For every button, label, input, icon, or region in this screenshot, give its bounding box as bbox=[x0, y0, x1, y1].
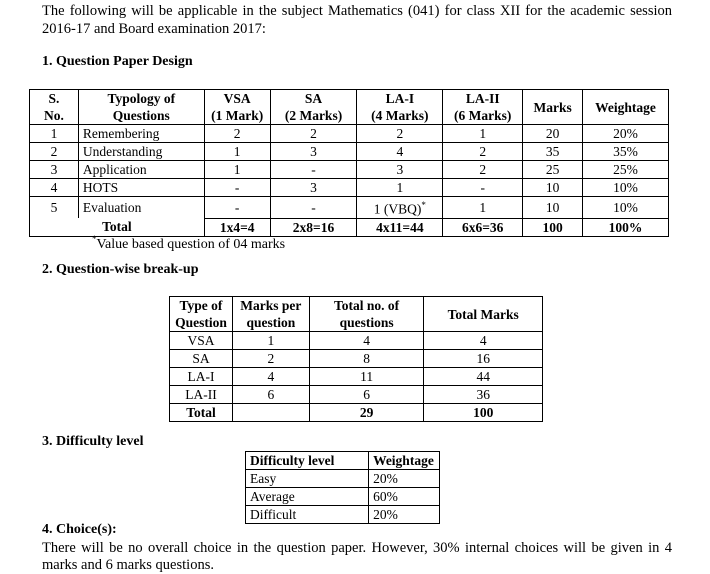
cell-sno: 4 bbox=[30, 179, 79, 197]
cell-la1: 2 bbox=[357, 125, 443, 143]
cell-la1: 3 bbox=[357, 161, 443, 179]
section-heading-difficulty: 3. Difficulty level bbox=[42, 434, 144, 449]
header-total-questions: Total no. of questions bbox=[309, 297, 424, 332]
cell-weightage: 20% bbox=[369, 506, 440, 524]
cell-total-questions: 11 bbox=[309, 368, 424, 386]
cell-marks-per-question: 1 bbox=[232, 332, 309, 350]
total-label: Total bbox=[170, 404, 233, 422]
total-la1: 4x11=44 bbox=[357, 218, 443, 236]
cell-marks: 10 bbox=[523, 179, 583, 197]
header-sa: SA (2 Marks) bbox=[270, 90, 357, 125]
cell-vsa: 1 bbox=[204, 143, 270, 161]
difficulty-header-row bbox=[246, 452, 440, 470]
total-sa: 2x8=16 bbox=[270, 218, 357, 236]
table-row bbox=[30, 125, 669, 143]
cell-sa: 3 bbox=[270, 179, 357, 197]
cell-marks: 20 bbox=[523, 125, 583, 143]
cell-marks-per-question: 2 bbox=[232, 350, 309, 368]
cell-la2: 1 bbox=[443, 197, 523, 219]
cell-sno: 3 bbox=[30, 161, 79, 179]
cell-sno: 5 bbox=[30, 197, 79, 219]
cell-total-marks: 36 bbox=[424, 386, 543, 404]
cell-la2: 2 bbox=[443, 161, 523, 179]
header-total-marks: Total Marks bbox=[424, 297, 543, 332]
cell-total-questions: 8 bbox=[309, 350, 424, 368]
cell-vsa: - bbox=[204, 197, 270, 219]
section-heading-choice: 4. Choice(s): bbox=[42, 522, 117, 537]
footnote-text: Value based question of 04 marks bbox=[96, 237, 286, 252]
cell-level: Average bbox=[246, 488, 369, 506]
cell-type: SA bbox=[170, 350, 233, 368]
table-row bbox=[170, 368, 543, 386]
total-row bbox=[170, 404, 543, 422]
cell-weightage: 35% bbox=[583, 143, 669, 161]
cell-total-marks: 44 bbox=[424, 368, 543, 386]
cell-vsa: 2 bbox=[204, 125, 270, 143]
header-typology: Typology of Questions bbox=[78, 90, 204, 125]
table-row bbox=[246, 506, 440, 524]
header-difficulty-level: Difficulty level bbox=[246, 452, 369, 470]
table-row bbox=[30, 197, 669, 219]
difficulty-table bbox=[245, 451, 440, 524]
table-row bbox=[170, 332, 543, 350]
breakup-header-row bbox=[170, 297, 543, 332]
header-la1: LA-I (4 Marks) bbox=[357, 90, 443, 125]
cell-la1: 1 bbox=[357, 179, 443, 197]
cell-sno: 2 bbox=[30, 143, 79, 161]
cell-total-marks: 16 bbox=[424, 350, 543, 368]
header-sno: S. No. bbox=[30, 90, 79, 125]
table-row bbox=[246, 488, 440, 506]
cell-marks: 10 bbox=[523, 197, 583, 219]
cell-sa: - bbox=[270, 161, 357, 179]
cell-total-marks: 4 bbox=[424, 332, 543, 350]
total-vsa: 1x4=4 bbox=[204, 218, 270, 236]
cell-marks-per-question: 6 bbox=[232, 386, 309, 404]
header-marks: Marks bbox=[523, 90, 583, 125]
cell-sa: 3 bbox=[270, 143, 357, 161]
cell-weightage: 10% bbox=[583, 179, 669, 197]
cell-sa: - bbox=[270, 197, 357, 219]
total-marks-per-question bbox=[232, 404, 309, 422]
cell-weightage: 20% bbox=[583, 125, 669, 143]
cell-vsa: - bbox=[204, 179, 270, 197]
cell-typology: HOTS bbox=[78, 179, 204, 197]
choice-paragraph: There will be no overall choice in the question paper. However, 30% internal choices will be given in 4 marks and 6 marks questions. bbox=[42, 540, 672, 573]
cell-la2: - bbox=[443, 179, 523, 197]
header-marks-per-question: Marks per question bbox=[232, 297, 309, 332]
cell-la2: 2 bbox=[443, 143, 523, 161]
total-weightage: 100% bbox=[583, 218, 669, 236]
cell-sa: 2 bbox=[270, 125, 357, 143]
cell-la1: 1 (VBQ)* bbox=[357, 197, 443, 219]
header-weightage: Weightage bbox=[369, 452, 440, 470]
cell-weightage: 60% bbox=[369, 488, 440, 506]
footnote bbox=[92, 234, 285, 253]
table-row bbox=[170, 386, 543, 404]
cell-weightage: 20% bbox=[369, 470, 440, 488]
question-paper-design-table bbox=[29, 89, 669, 237]
question-breakup-table bbox=[169, 296, 543, 422]
table-row bbox=[170, 350, 543, 368]
cell-marks: 35 bbox=[523, 143, 583, 161]
footnote-mark: * bbox=[92, 234, 97, 244]
cell-vsa: 1 bbox=[204, 161, 270, 179]
cell-type: LA-I bbox=[170, 368, 233, 386]
header-type: Type of Question bbox=[170, 297, 233, 332]
cell-total-questions: 6 bbox=[309, 386, 424, 404]
cell-la2: 1 bbox=[443, 125, 523, 143]
cell-typology: Evaluation bbox=[78, 197, 204, 219]
header-vsa: VSA (1 Mark) bbox=[204, 90, 270, 125]
intro-paragraph: The following will be applicable in the subject Mathematics (041) for class XII for the academic session 2016-17 and Board examination 2017: bbox=[42, 3, 672, 37]
cell-level: Easy bbox=[246, 470, 369, 488]
total-label: Total bbox=[30, 218, 205, 236]
cell-weightage: 25% bbox=[583, 161, 669, 179]
total-la2: 6x6=36 bbox=[443, 218, 523, 236]
cell-type: LA-II bbox=[170, 386, 233, 404]
section-heading-breakup: 2. Question-wise break-up bbox=[42, 262, 199, 277]
cell-typology: Application bbox=[78, 161, 204, 179]
header-weightage: Weightage bbox=[583, 90, 669, 125]
header-la2: LA-II (6 Marks) bbox=[443, 90, 523, 125]
design-header-row bbox=[30, 90, 669, 125]
cell-typology: Understanding bbox=[78, 143, 204, 161]
cell-sno: 1 bbox=[30, 125, 79, 143]
table-row bbox=[30, 161, 669, 179]
table-row bbox=[246, 470, 440, 488]
total-questions: 29 bbox=[309, 404, 424, 422]
table-row bbox=[30, 179, 669, 197]
cell-total-questions: 4 bbox=[309, 332, 424, 350]
cell-marks-per-question: 4 bbox=[232, 368, 309, 386]
cell-type: VSA bbox=[170, 332, 233, 350]
cell-weightage: 10% bbox=[583, 197, 669, 219]
cell-la1: 4 bbox=[357, 143, 443, 161]
table-row bbox=[30, 143, 669, 161]
cell-marks: 25 bbox=[523, 161, 583, 179]
cell-level: Difficult bbox=[246, 506, 369, 524]
total-marks: 100 bbox=[523, 218, 583, 236]
cell-typology: Remembering bbox=[78, 125, 204, 143]
total-marks: 100 bbox=[424, 404, 543, 422]
section-heading-design: 1. Question Paper Design bbox=[42, 54, 193, 69]
